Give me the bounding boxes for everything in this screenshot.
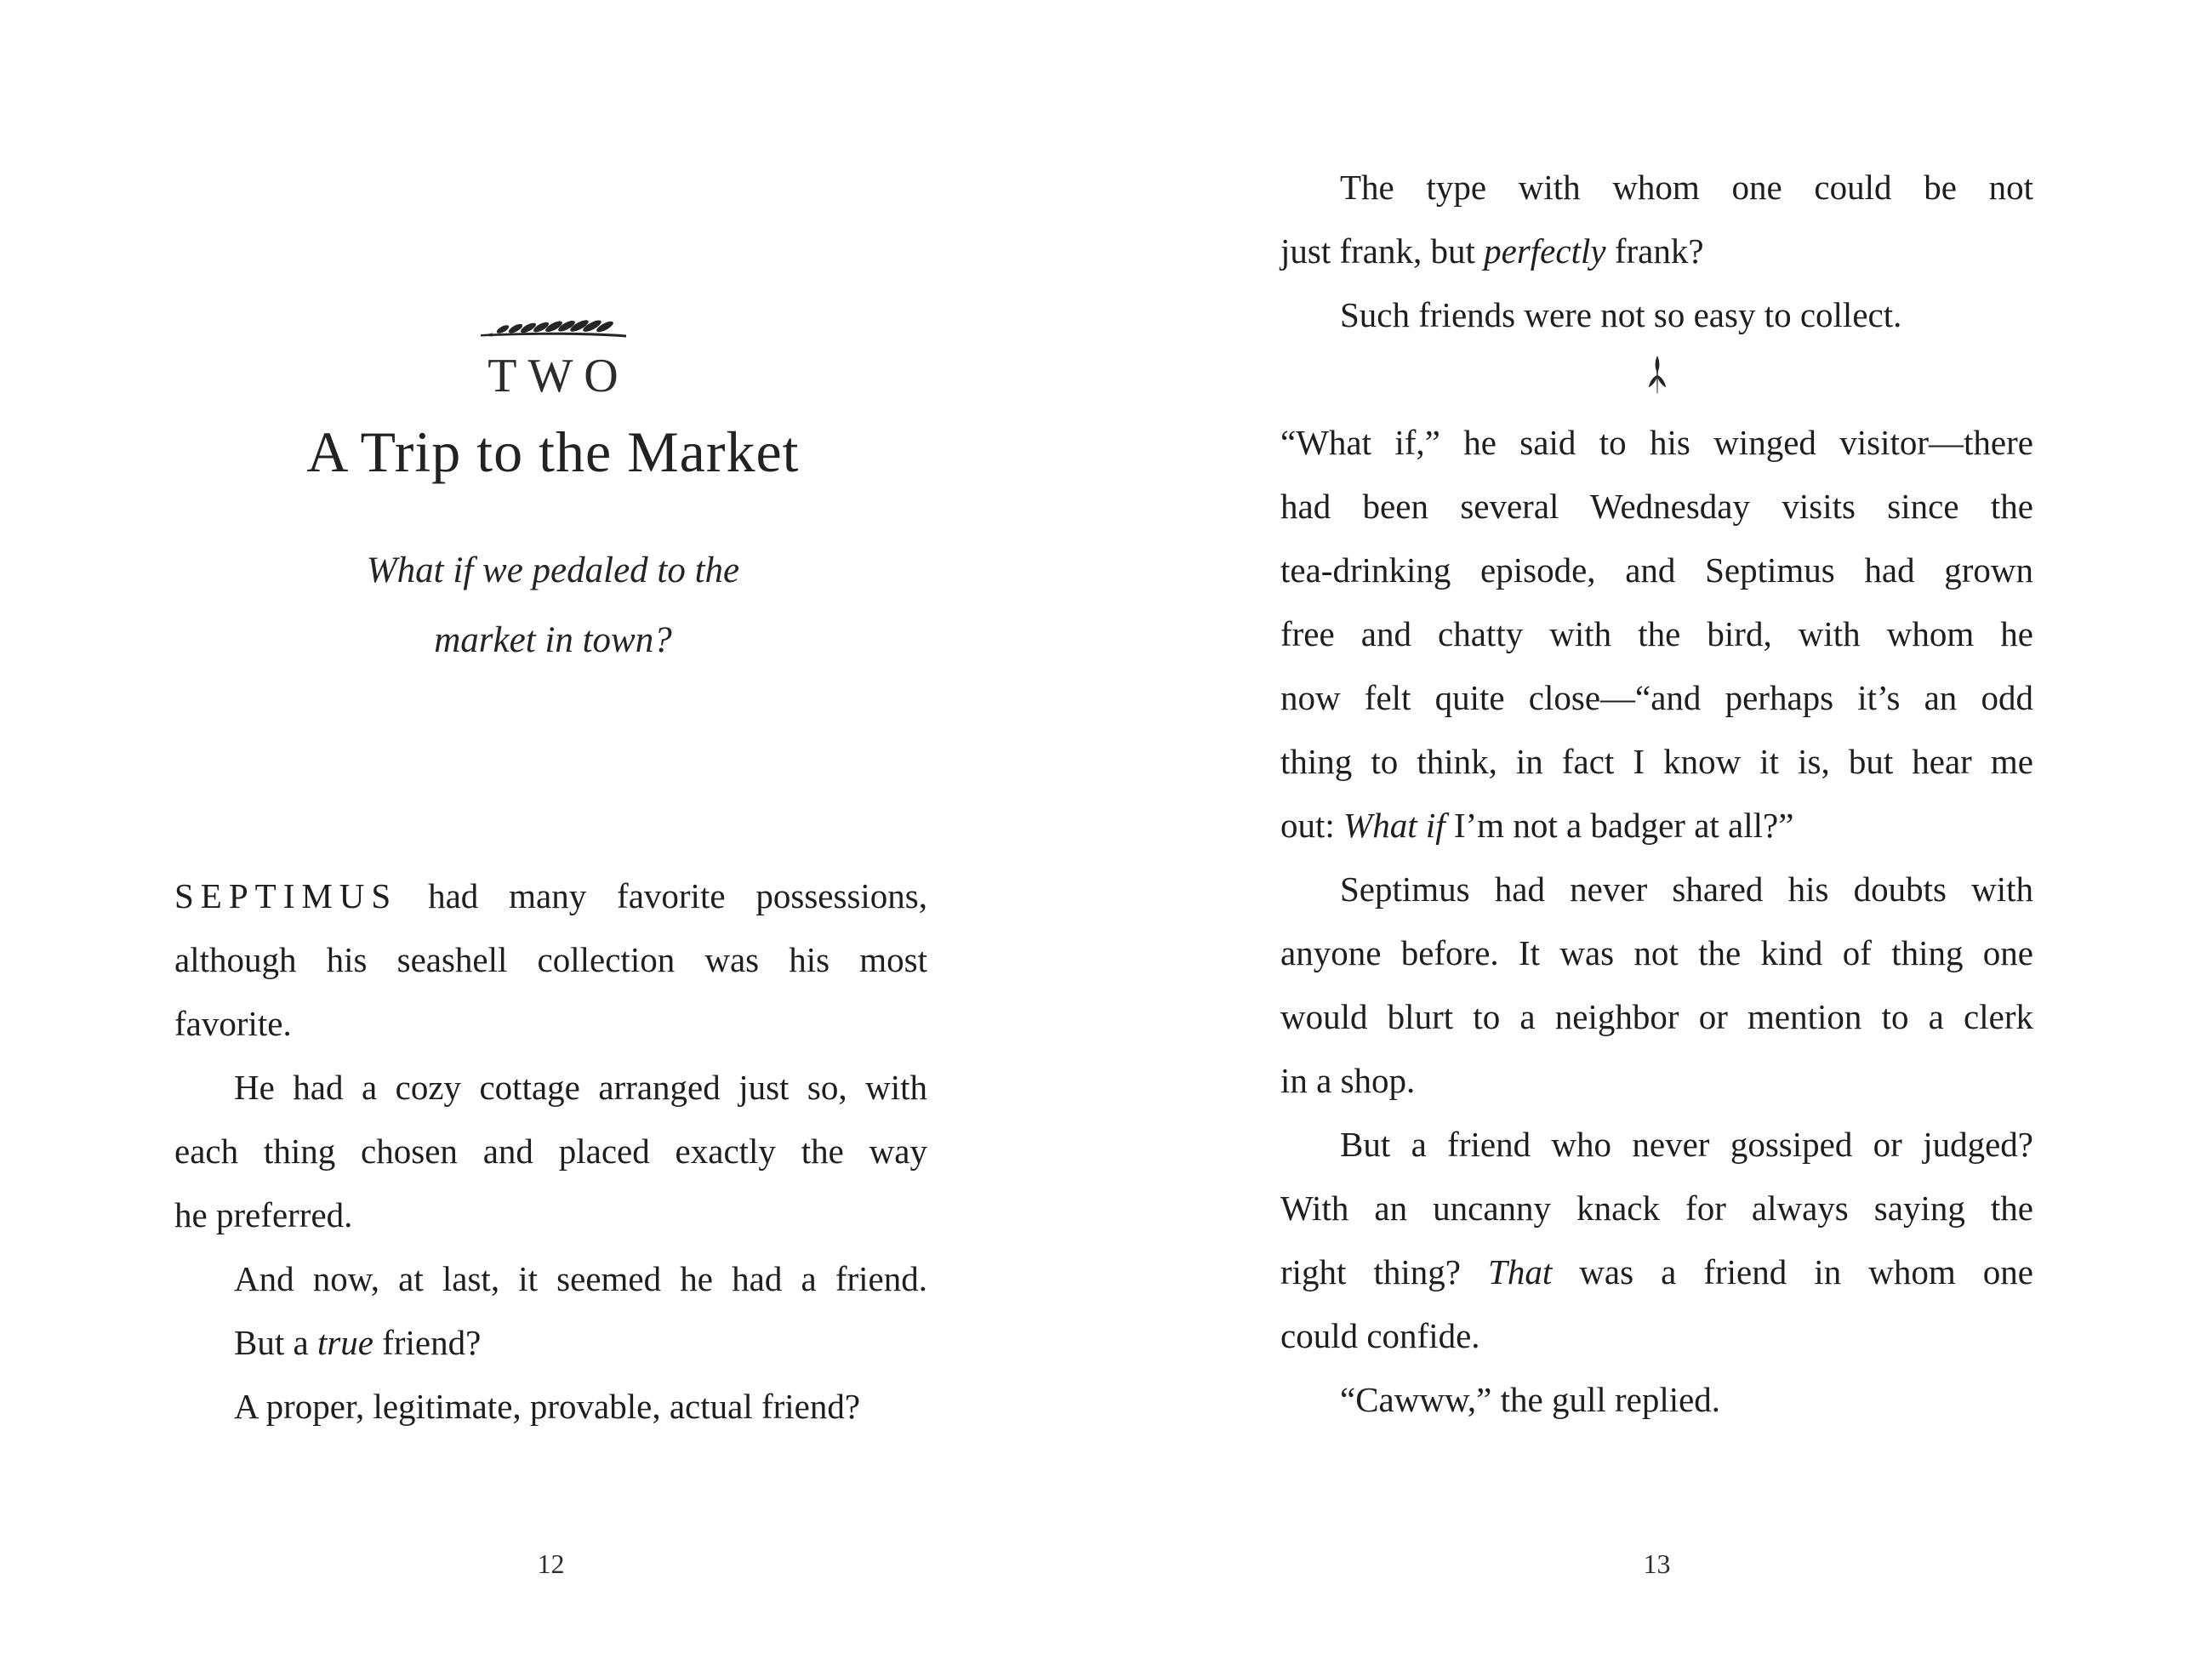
chapter-subtitle xyxy=(0,536,1106,676)
body-line xyxy=(1280,730,2033,794)
italic-text: That xyxy=(1488,1252,1553,1291)
text-run: he preferred. xyxy=(174,1195,353,1234)
text-run: And now, at last, it seemed he had a friend. xyxy=(234,1259,927,1298)
body-line xyxy=(174,928,927,992)
text-run: had been several Wednesday visits since the xyxy=(1280,487,2033,526)
text-run: Septimus had never shared his doubts with xyxy=(1340,869,2033,909)
text-run: anyone before. It was not the kind of thing one xyxy=(1280,933,2033,972)
text-run: friend? xyxy=(373,1323,482,1362)
body-line xyxy=(1280,985,2033,1049)
feather-ornament xyxy=(479,315,628,344)
text-run: Such friends were not so easy to collect. xyxy=(1340,295,1902,334)
right-page xyxy=(1106,0,2212,1659)
chapter-number-label: TWO xyxy=(487,350,630,402)
text-run: favorite. xyxy=(174,1004,292,1043)
subtitle-line: What if we pedaled to the xyxy=(366,550,740,590)
body-line xyxy=(174,1247,927,1311)
body-line xyxy=(1280,219,2033,283)
body-line xyxy=(1280,539,2033,602)
left-page-body xyxy=(174,864,927,1439)
text-run: A proper, legitimate, provable, actual friend? xyxy=(234,1387,861,1426)
text-run: could confide. xyxy=(1280,1316,1480,1355)
text-run: each thing chosen and placed exactly the way xyxy=(174,1132,927,1171)
body-line xyxy=(1280,1113,2033,1177)
paragraphs-after-break xyxy=(1280,411,2033,1432)
right-page-body xyxy=(1280,156,2033,1432)
body-line xyxy=(1280,1368,2033,1432)
body-line xyxy=(1280,921,2033,985)
text-run: frank? xyxy=(1605,231,1704,271)
section-break xyxy=(1280,347,2033,411)
text-run: just frank, but xyxy=(1280,231,1485,271)
body-line xyxy=(1280,411,2033,475)
body-line xyxy=(1280,283,2033,347)
italic-text: true xyxy=(316,1323,373,1362)
text-run: “Cawww,” the gull replied. xyxy=(1340,1380,1721,1419)
text-run: was a friend in whom one xyxy=(1552,1252,2033,1291)
text-run: “What if,” he said to his winged visitor—there xyxy=(1280,423,2033,462)
text-run: right thing? xyxy=(1280,1252,1489,1291)
text-run: But a xyxy=(234,1323,317,1362)
body-line xyxy=(1280,1049,2033,1113)
text-run: free and chatty with the bird, with whom he xyxy=(1280,614,2033,653)
page-number-left: 12 xyxy=(537,1548,565,1579)
body-line xyxy=(1280,156,2033,219)
text-run: would blurt to a neighbor or mention to a clerk xyxy=(1280,997,2033,1036)
text-run: now felt quite close—“and perhaps it’s an odd xyxy=(1280,678,2033,717)
body-line xyxy=(1280,475,2033,539)
body-line xyxy=(174,1056,927,1120)
body-line xyxy=(1280,1177,2033,1240)
sprig-ornament xyxy=(1646,356,1668,403)
body-line xyxy=(174,1120,927,1183)
text-run: tea-drinking episode, and Septimus had grown xyxy=(1280,550,2033,590)
body-line xyxy=(1280,858,2033,921)
body-line xyxy=(174,1375,927,1439)
italic-text: What if xyxy=(1343,806,1445,845)
body-line xyxy=(1280,602,2033,666)
body-line xyxy=(174,992,927,1056)
body-line xyxy=(174,1183,927,1247)
text-run: although his seashell collection was his most xyxy=(174,940,927,979)
body-line xyxy=(1280,666,2033,730)
lettered-caps-text: SEPTIMUS xyxy=(174,876,398,915)
paragraphs-before-break xyxy=(1280,156,2033,347)
text-run: I’m not a badger at all?” xyxy=(1445,806,1794,845)
page-number-right: 13 xyxy=(1643,1548,1671,1579)
body-line xyxy=(1280,1240,2033,1304)
text-run: But a friend who never gossiped or judged? xyxy=(1340,1125,2033,1164)
text-run: With an uncanny knack for always saying the xyxy=(1280,1189,2033,1228)
text-run: out: xyxy=(1280,806,1344,845)
text-run: in a shop. xyxy=(1280,1061,1416,1100)
text-run: thing to think, in fact I know it is, but hear me xyxy=(1280,742,2033,781)
body-line xyxy=(1280,1304,2033,1368)
body-line xyxy=(1280,794,2033,858)
chapter-title: A Trip to the Market xyxy=(306,419,800,484)
body-line xyxy=(174,864,927,928)
text-run: He had a cozy cottage arranged just so, with xyxy=(234,1068,927,1107)
body-line xyxy=(174,1311,927,1375)
text-run: had many favorite possessions, xyxy=(397,876,927,915)
subtitle-line: market in town? xyxy=(434,620,672,660)
italic-text: perfectly xyxy=(1484,231,1606,271)
text-run: The type with whom one could be not xyxy=(1340,168,2033,207)
